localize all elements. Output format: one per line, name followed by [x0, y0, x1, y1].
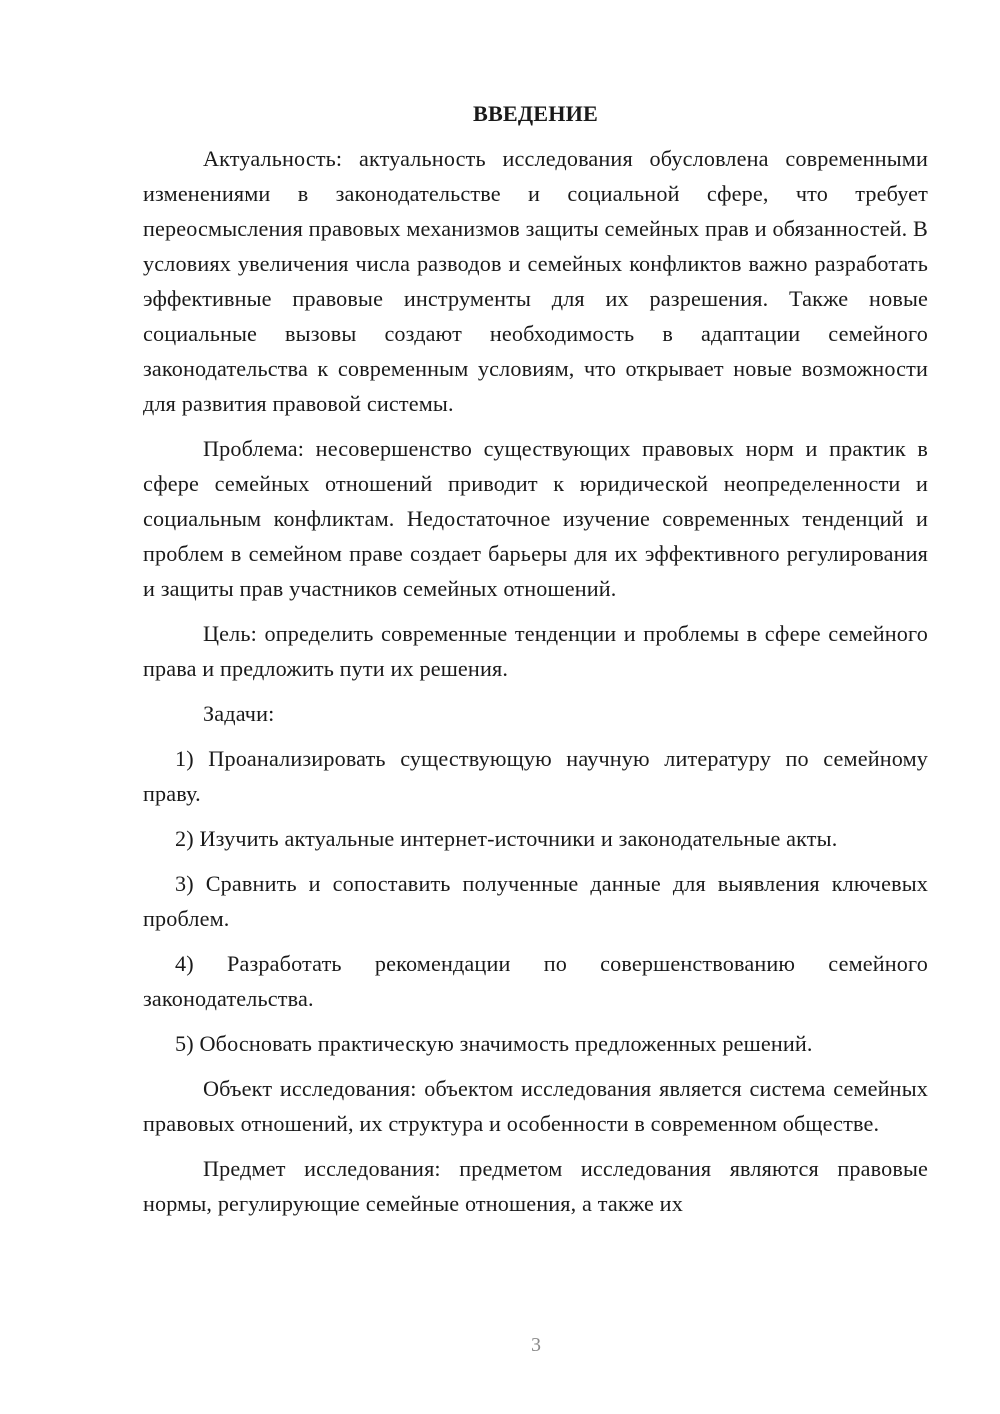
task-item: 3) Сравнить и сопоставить полученные данные для выявления ключевых проблем.: [143, 871, 928, 931]
page-content: [143, 96, 928, 1231]
task-item: 4) Разработать рекомендации по совершенствованию семейного законодательства.: [143, 951, 928, 1011]
paragraph-object: Объект исследования: объектом исследования является система семейных правовых отношений, их структура и особенности в современном обществе.: [143, 1076, 928, 1136]
paragraph-subject: Предмет исследования: предметом исследования являются правовые нормы, регулирующие семейные отношения, а также их: [143, 1156, 928, 1216]
task-item: 5) Обосновать практическую значимость предложенных решений.: [175, 1031, 813, 1056]
paragraph-problem: Проблема: несовершенство существующих правовых норм и практик в сфере семейных отношений приводит к юридической неопределенности и социальным конфликтам. Недостаточное изучение современных тенденций и проблем в семейном праве создает барьеры для их эффективного регулирования и защиты прав участников семейных отношений.: [143, 436, 928, 601]
paragraph-relevance: Актуальность: актуальность исследования обусловлена современными изменениями в законодательстве и социальной сфере, что требует переосмысления правовых механизмов защиты семейных прав и обязанностей. В условиях увеличения числа разводов и семейных конфликтов важно разработать эффективные правовые инструменты для их разрешения. Также новые социальные вызовы создают необходимость в адаптации семейного законодательства к современным условиям, что открывает новые возможности для развития правовой системы.: [143, 146, 928, 416]
task-item: 1) Проанализировать существующую научную литературу по семейному праву.: [143, 746, 928, 806]
page-number: 3: [531, 1334, 541, 1356]
section-heading: ВВЕДЕНИЕ: [473, 101, 598, 126]
tasks-label: Задачи:: [203, 701, 275, 726]
paragraph-goal: Цель: определить современные тенденции и проблемы в сфере семейного права и предложить пути их решения.: [143, 621, 928, 681]
task-item: 2) Изучить актуальные интернет-источники и законодательные акты.: [175, 826, 838, 851]
